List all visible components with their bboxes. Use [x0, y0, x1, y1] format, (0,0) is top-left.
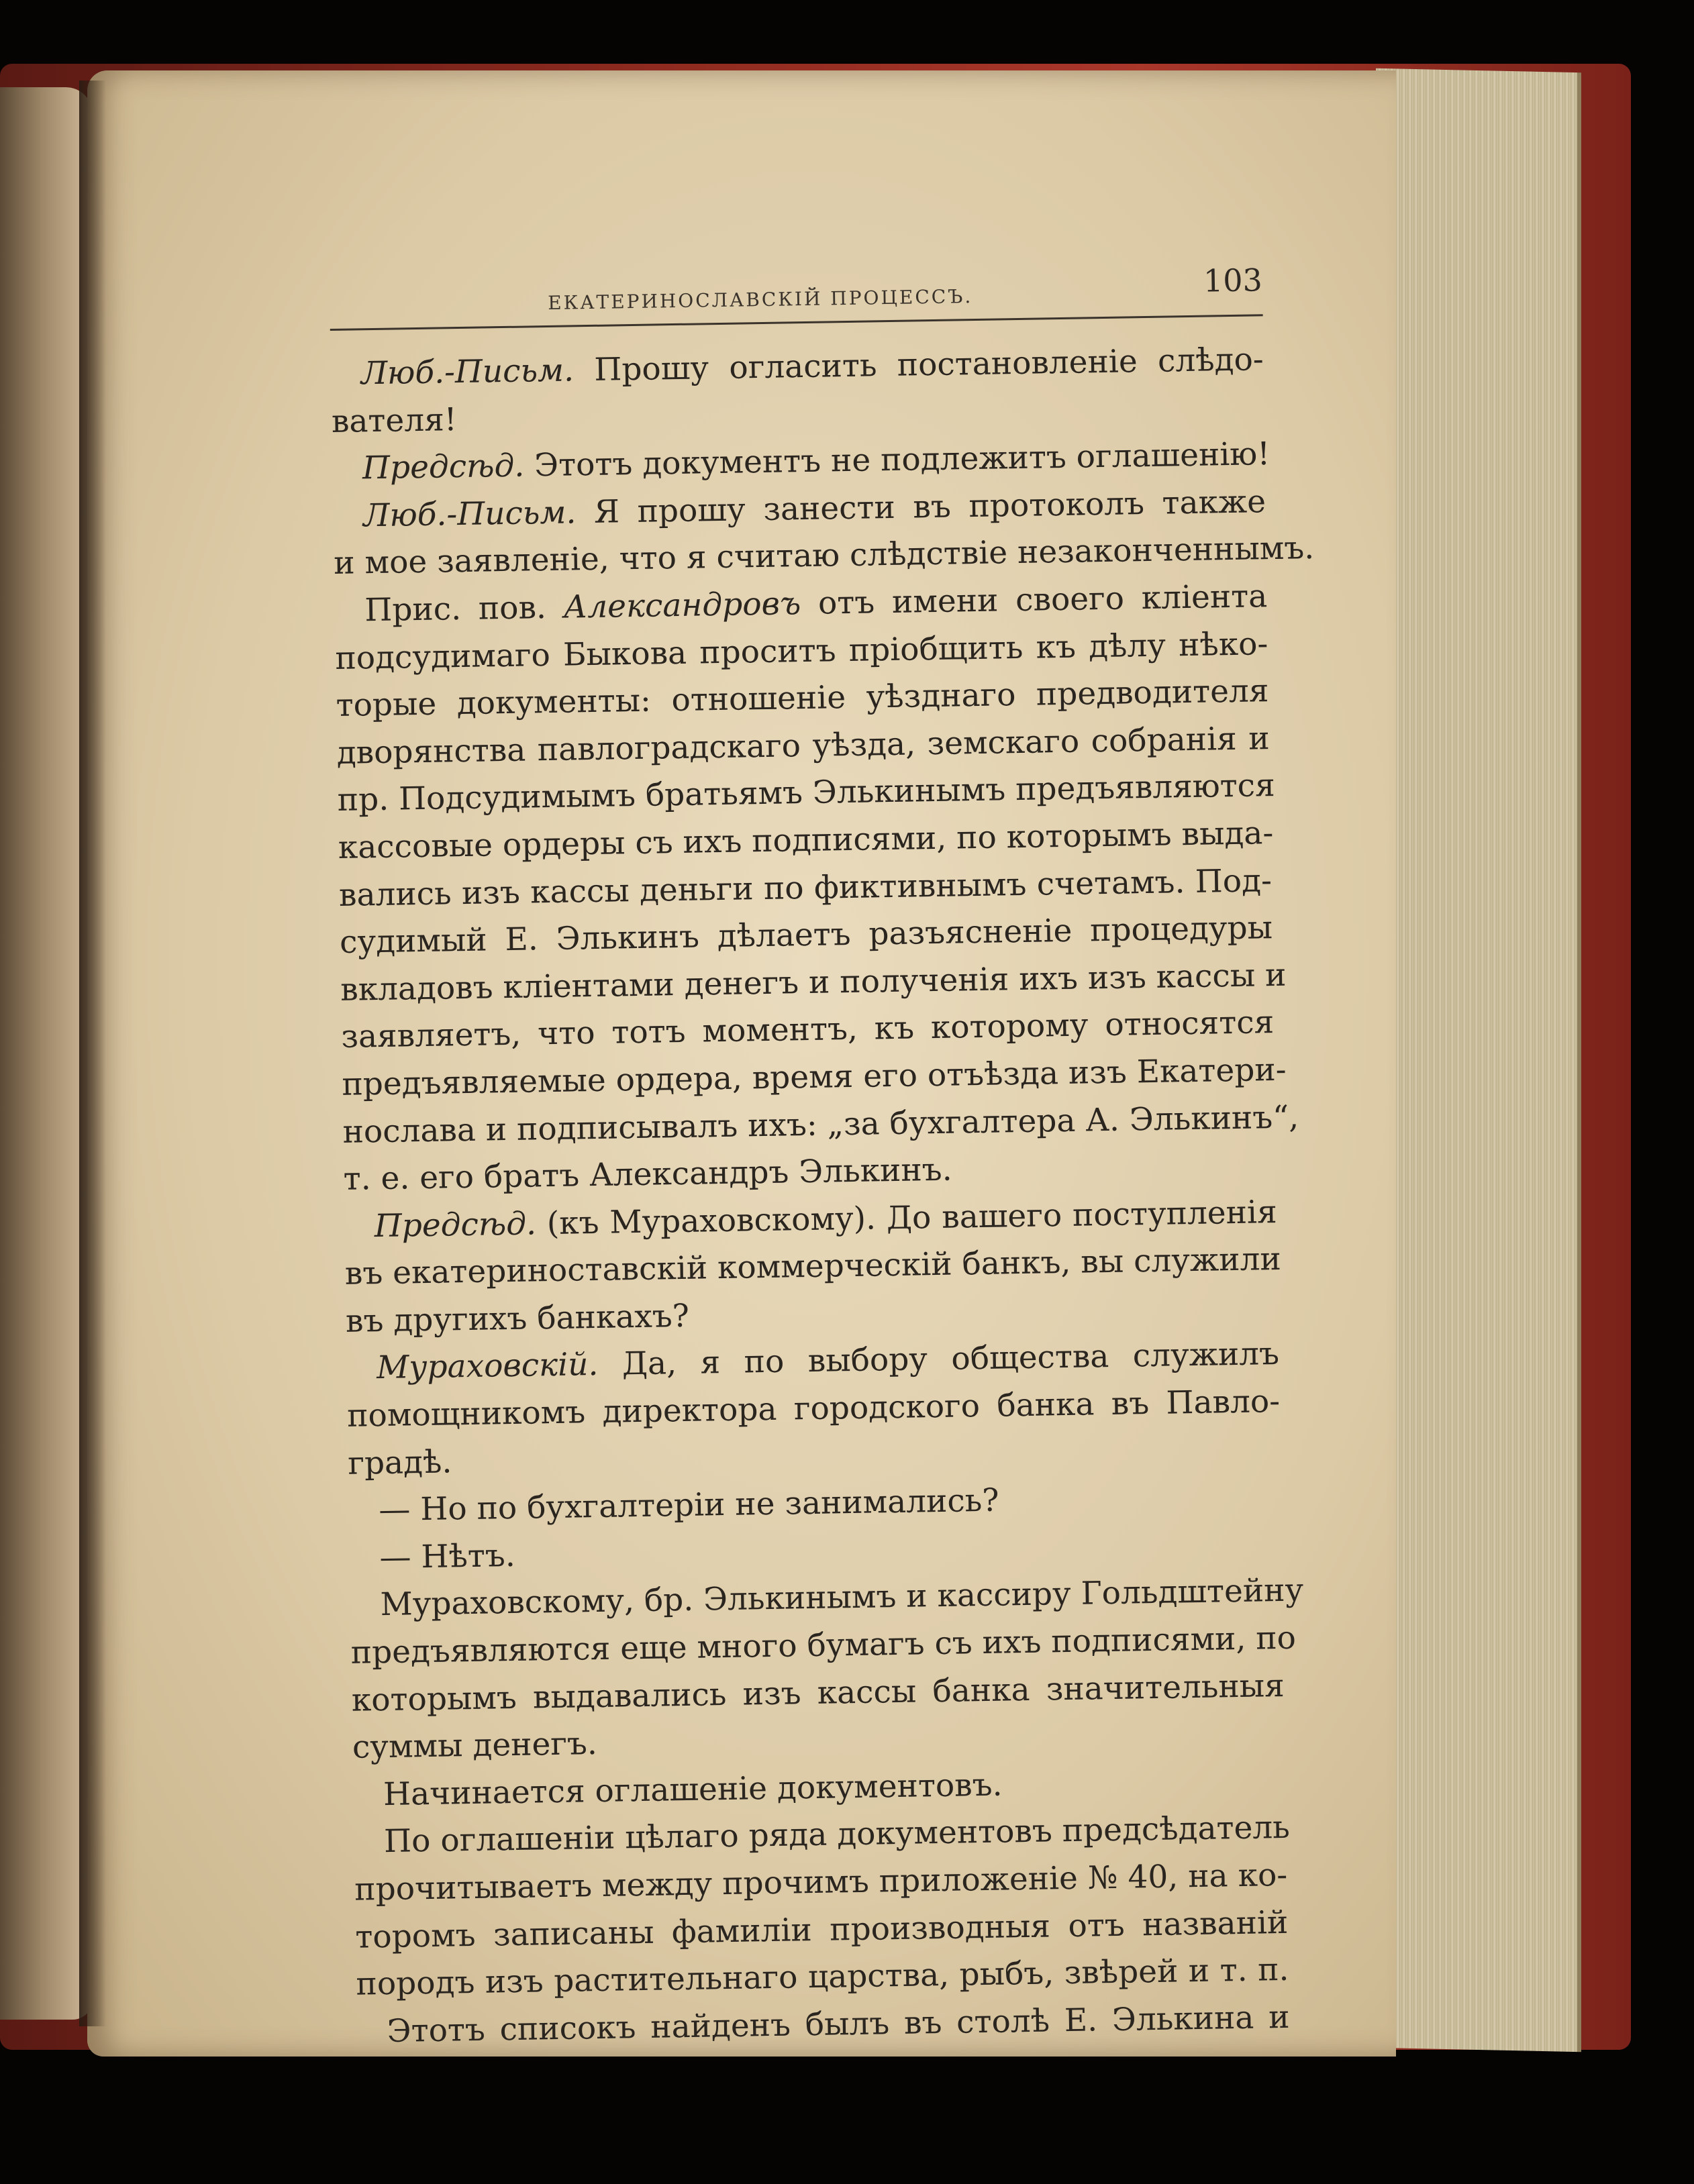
speaker-name: Предсѣд. — [374, 1205, 537, 1245]
line-text: предъявляемые ордера, время его отъѣзда изъ Екатери- — [342, 1051, 1287, 1103]
line-text: въ другихъ банкахъ? — [345, 1297, 690, 1340]
line-text: Начинается оглашеніе документовъ. — [383, 1766, 1003, 1813]
line-text: Да, я по выбору общества служилъ — [597, 1335, 1280, 1384]
line-text: т. е. его братъ Александръ Элькинъ. — [343, 1151, 952, 1198]
line-text: вателя! — [331, 401, 458, 440]
line-text: которымъ выдавались изъ кассы банка значительныя — [351, 1667, 1285, 1719]
page-number: 103 — [1203, 262, 1263, 299]
line-text: предъявляются еще много бумагъ съ ихъ подписями, по — [350, 1619, 1297, 1671]
line-text: и мое заявленіе, что я считаю слѣдствіе незаконченнымъ. — [333, 529, 1315, 582]
book-page — [87, 70, 1396, 2057]
line-text: породъ изъ растительнаго царства, рыбъ, звѣрей и т. п. — [356, 1951, 1289, 2003]
speaker-name: Люб.-Письм. — [362, 494, 577, 535]
page-header — [329, 258, 1262, 331]
line-text: пр. Подсудимымъ братьямъ Элькинымъ предъявляются — [337, 767, 1276, 819]
line-text: Прошу огласить постановленіе слѣдо- — [573, 341, 1264, 389]
line-text: По оглашеніи цѣлаго ряда документовъ предсѣдатель — [383, 1809, 1291, 1861]
line-text: помощникомъ директора городского банка въ Павло- — [346, 1383, 1281, 1435]
line-text: вкладовъ кліентами денегъ и полученія ихъ изъ кассы и — [340, 956, 1287, 1008]
line-text: — Нѣтъ. — [379, 1537, 516, 1576]
line-text: въ екатериноставскій коммерческій банкъ, вы служили — [344, 1241, 1282, 1293]
line-text: дворянства павлоградскаго уѣзда, земскаго собранія и — [336, 719, 1270, 772]
gutter-shadow — [79, 81, 106, 2026]
line-text: прочитываетъ между прочимъ приложеніе № 40, на ко- — [354, 1856, 1288, 1908]
line-text: торомъ записаны фамиліи производныя отъ названій — [354, 1904, 1289, 1956]
line-text: градѣ. — [347, 1443, 452, 1482]
line-text: Этотъ списокъ найденъ былъ въ столѣ Е. Элькина и — [387, 1998, 1290, 2050]
line-text: судимый Е. Элькинъ дѣлаетъ разъясненіе процедуры — [339, 909, 1273, 961]
line-text: торые документы: отношеніе уѣзднаго предводителя — [336, 672, 1269, 725]
line-text: Я прошу занести въ протоколъ также — [575, 482, 1266, 531]
line-text: Этотъ документъ не подлежитъ оглашенію! — [524, 435, 1270, 484]
speaker-name: Предсѣд. — [362, 447, 525, 487]
line-text: заявляетъ, что тотъ моментъ, къ которому относятся — [340, 1004, 1275, 1056]
line-text: (къ Мураховскому). До вашего поступленія — [536, 1193, 1278, 1243]
line-prefix: Прис. пов. — [364, 588, 564, 629]
line-text: Мураховскому, бр. Элькинымъ и кассиру Гольдштейну — [380, 1571, 1304, 1624]
speaker-name: Александровъ — [563, 585, 801, 626]
line-text: — Но по бухгалтеріи не занимались? — [379, 1481, 999, 1529]
speaker-name: Люб.-Письм. — [360, 352, 575, 393]
line-text: подсудимаго Быкова проситъ пріобщить къ дѣлу нѣко- — [335, 625, 1268, 677]
line-text: отъ имени своего кліента — [800, 578, 1268, 623]
page-block-edges — [1376, 68, 1581, 2052]
page-text-block — [329, 258, 1315, 2050]
speaker-name: Мураховскій. — [376, 1346, 599, 1387]
line-text: кассовые ордеры съ ихъ подписями, по которымъ выда- — [338, 815, 1274, 866]
line-text: вались изъ кассы деньги по фиктивнымъ счетамъ. Под- — [338, 862, 1273, 914]
body-text — [330, 336, 1315, 2056]
running-title: ЕКАТЕРИНОСЛАВСКІЙ ПРОЦЕССЪ. — [547, 285, 973, 314]
line-text: нослава и подписывалъ ихъ: „за бухгалтера А. Элькинъ“, — [342, 1098, 1299, 1151]
line-text: суммы денегъ. — [352, 1725, 598, 1767]
